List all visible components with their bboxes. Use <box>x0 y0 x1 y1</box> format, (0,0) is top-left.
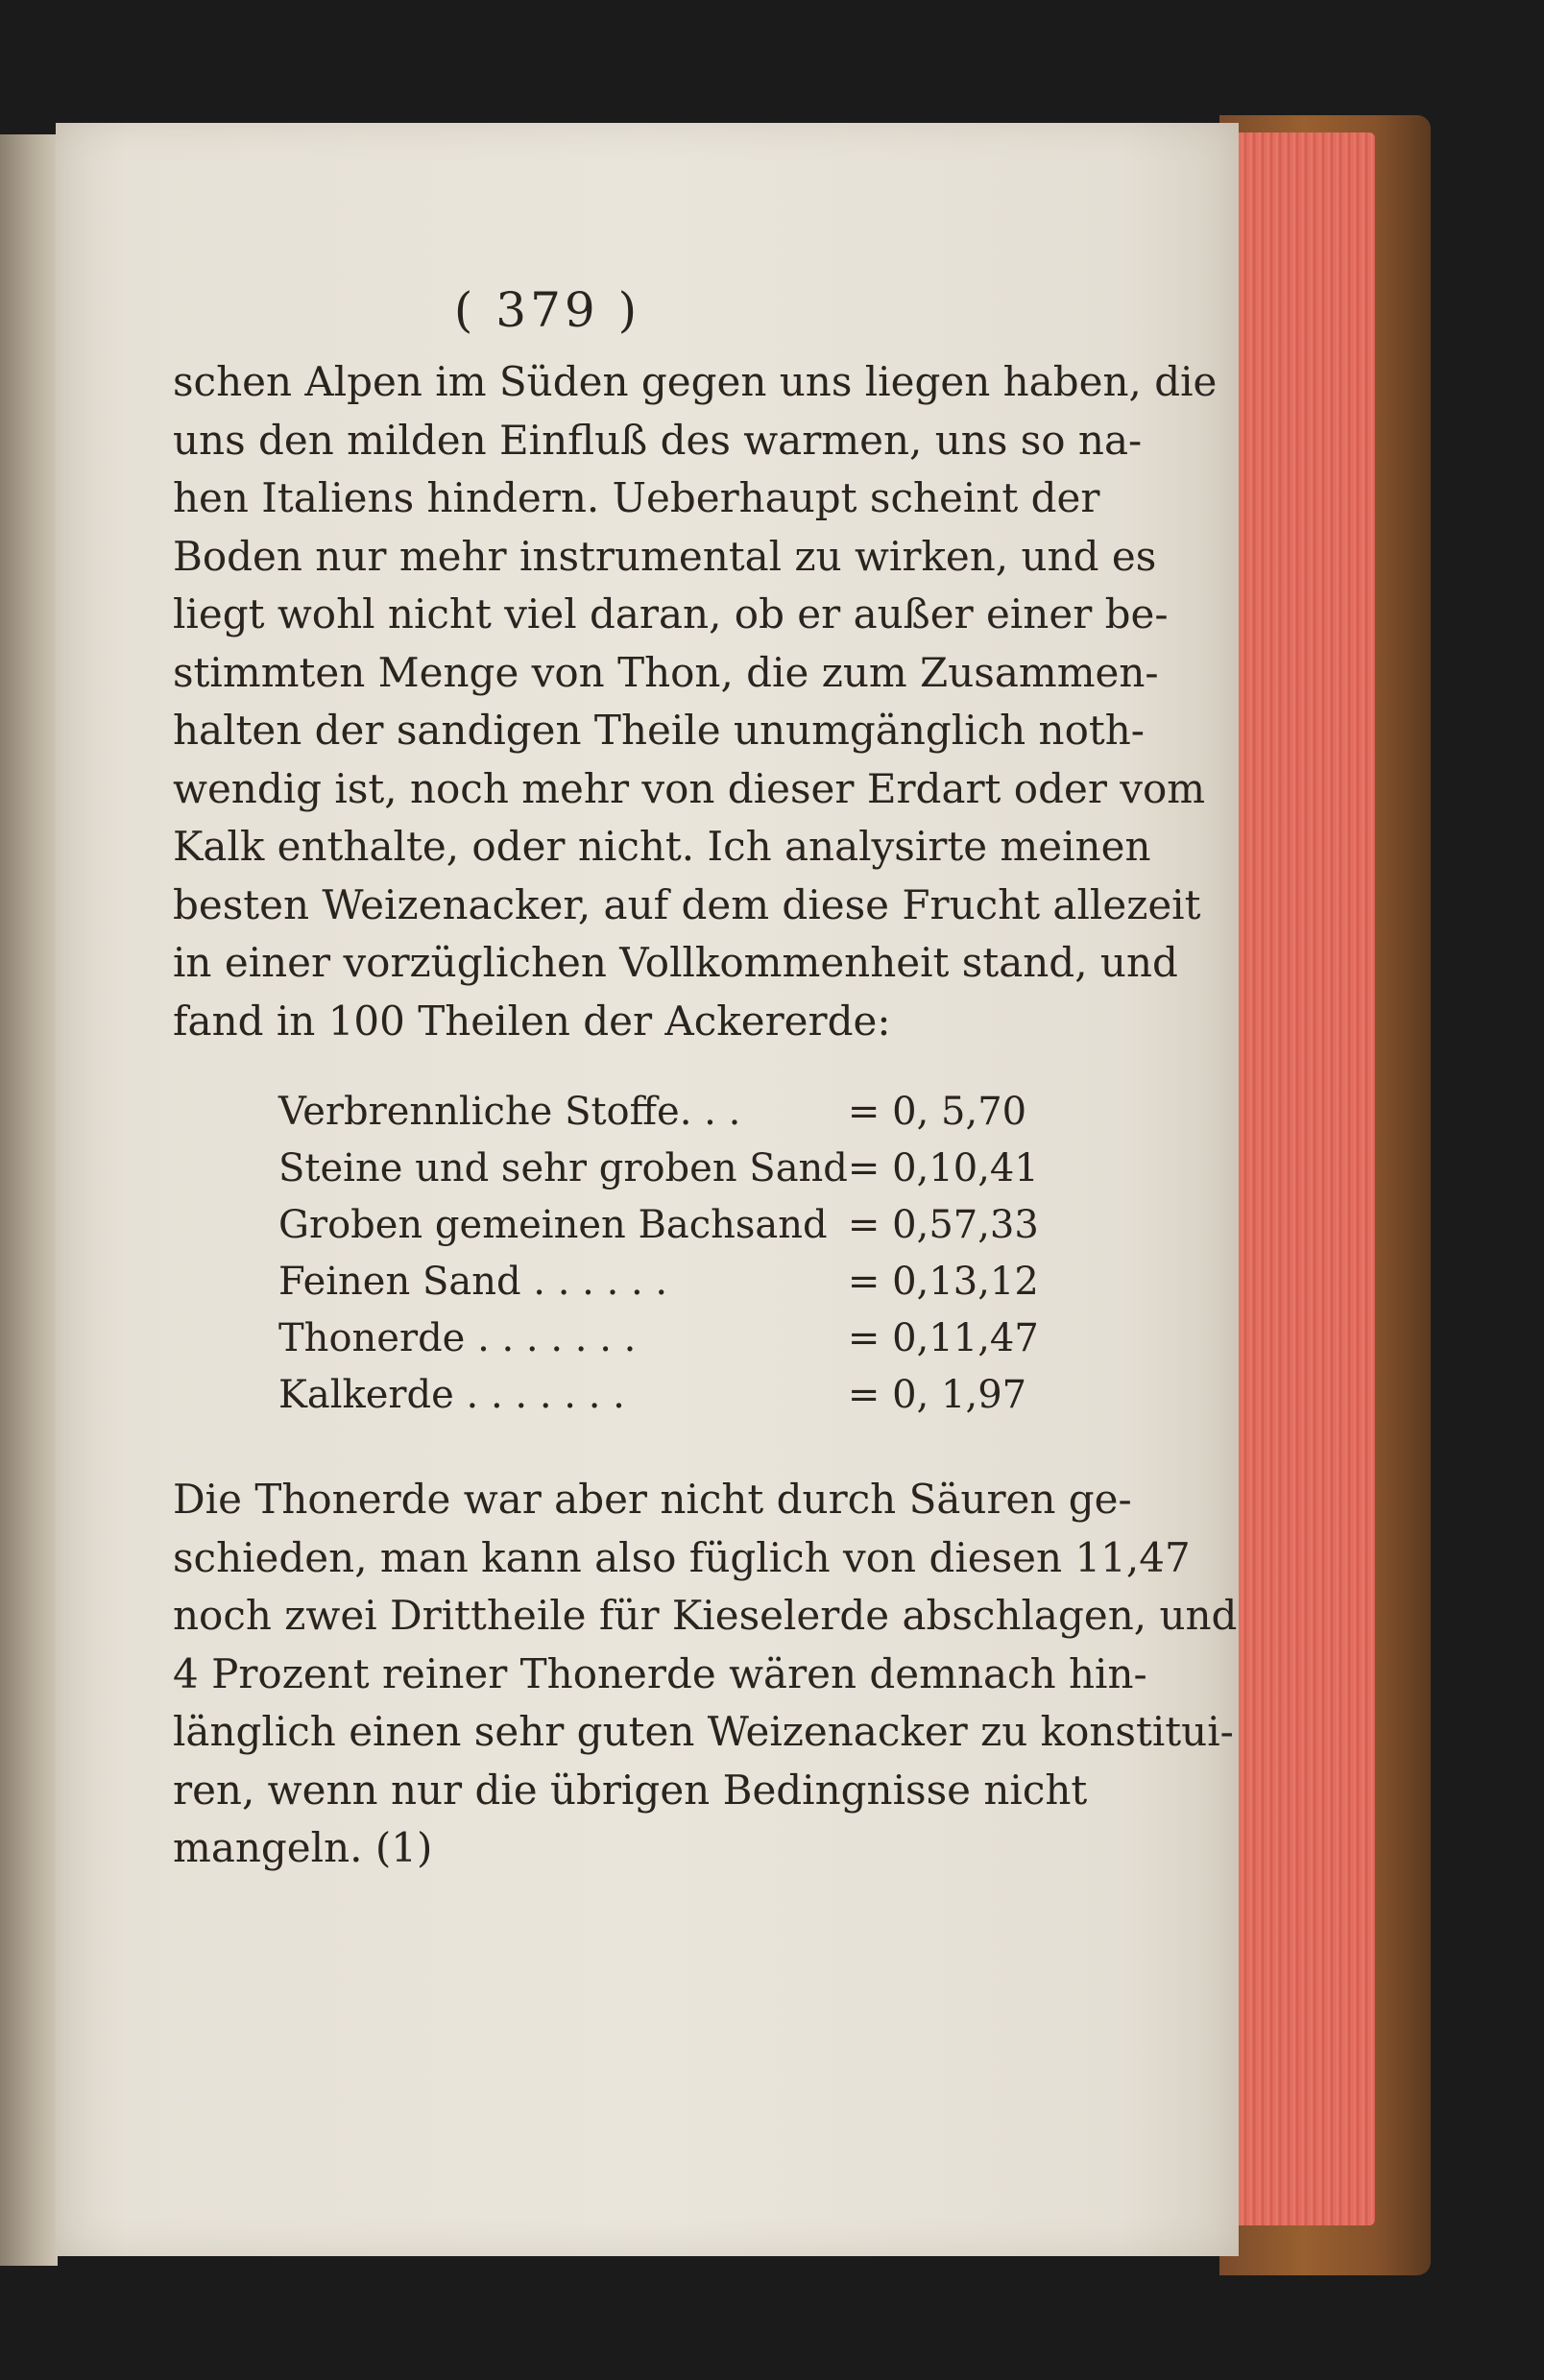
table-label: Kalkerde . . . . . . . <box>278 1372 625 1417</box>
page-text <box>173 267 1238 1878</box>
table-value: = 0,57,33 <box>847 1202 1039 1247</box>
paragraph-2 <box>173 1471 1238 1878</box>
table-row <box>278 1253 1039 1310</box>
table-row <box>278 1366 1039 1423</box>
table-value: = 0,11,47 <box>847 1315 1039 1360</box>
table-row <box>278 1310 1039 1366</box>
table-label: Steine und sehr groben Sand <box>278 1145 848 1190</box>
red-page-edges <box>1231 132 1375 2225</box>
text-line: wendig ist, noch mehr von dieser Erdart oder vom <box>173 764 1206 812</box>
text-line: schieden, man kann also füglich von diesen 11,47 <box>173 1533 1191 1581</box>
table-value: = 0,10,41 <box>847 1145 1039 1190</box>
previous-page-edge <box>0 134 58 2266</box>
text-line: halten der sandigen Theile unumgänglich noth- <box>173 707 1145 754</box>
text-line: Kalk enthalte, oder nicht. Ich analysirte meinen <box>173 823 1151 870</box>
page-number: ( 379 ) <box>453 282 641 338</box>
text-line: fand in 100 Theilen der Ackererde: <box>173 997 891 1045</box>
text-line: Boden nur mehr instrumental zu wirken, und es <box>173 532 1157 580</box>
text-line: hen Italiens hindern. Ueberhaupt scheint der <box>173 474 1100 521</box>
table-label: Feinen Sand . . . . . . <box>278 1259 668 1304</box>
text-line: liegt wohl nicht viel daran, ob er außer einer be- <box>173 590 1169 637</box>
text-line: stimmten Menge von Thon, die zum Zusammen- <box>173 648 1159 696</box>
text-line: besten Weizenacker, auf dem diese Frucht allezeit <box>173 880 1201 928</box>
text-line: ren, wenn nur die übrigen Bedingnisse nicht <box>173 1766 1088 1814</box>
text-line: uns den milden Einfluß des warmen, uns so na- <box>173 416 1143 464</box>
paragraph-1 <box>173 353 1218 1050</box>
table-row <box>278 1140 1039 1196</box>
table-row <box>278 1196 1039 1253</box>
book-page <box>56 123 1239 2256</box>
table-row <box>278 1083 1039 1140</box>
text-line: 4 Prozent reiner Thonerde wären demnach hin- <box>173 1649 1147 1697</box>
soil-analysis-table <box>278 1083 1039 1423</box>
text-line: Die Thonerde war aber nicht durch Säuren ge- <box>173 1476 1132 1523</box>
table-value: = 0, 5,70 <box>847 1089 1027 1134</box>
table-label: Groben gemeinen Bachsand <box>278 1202 828 1247</box>
table-label: Thonerde . . . . . . . <box>278 1315 637 1360</box>
table-value: = 0,13,12 <box>847 1259 1039 1304</box>
text-line: noch zwei Drittheile für Kieselerde abschlagen, und <box>173 1592 1238 1639</box>
text-line: schen Alpen im Süden gegen uns liegen haben, die <box>173 358 1218 405</box>
table-value: = 0, 1,97 <box>847 1372 1027 1417</box>
text-line: mangeln. (1) <box>173 1824 433 1871</box>
table-label: Verbrennliche Stoffe. . . <box>278 1089 741 1134</box>
text-line: länglich einen sehr guten Weizenacker zu konstitui- <box>173 1708 1234 1755</box>
text-line: in einer vorzüglichen Vollkommenheit stand, und <box>173 939 1178 986</box>
